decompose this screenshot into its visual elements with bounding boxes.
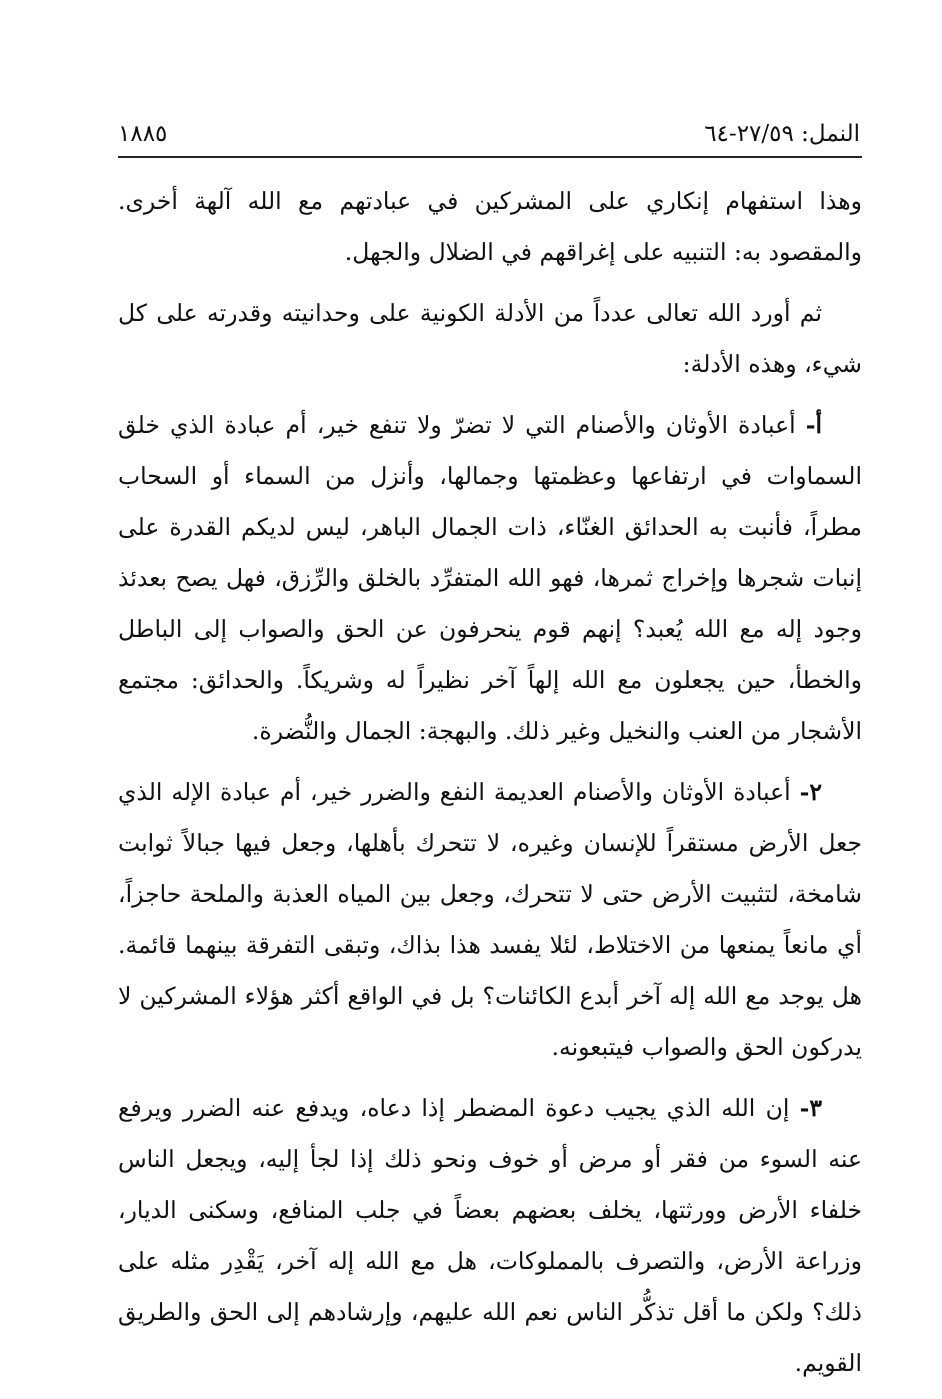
paragraph-text: أعبادة الأوثان والأصنام التي لا تضرّ ولا تنفع خير، أم عبادة الذي خلق السماوات في ارتفاعها وعظمتها وجمالها، وأنزل من السماء أو السحاب مطراً، فأنبت به الحدائق الغنّاء، ذات الجمال الباهر، ليس لديكم القدرة على إنبات شجرها وإخراج ثمرها، فهو الله المتفرِّد بالخلق والرِّزق، فهل يصح بعدئذ وجود إله مع الله يُعبد؟ إنهم قوم ينحرفون عن الحق والصواب إلى الباطل والخطأ، حين يجعلون مع الله إلهاً آخر نظيراً له وشريكاً. والحدائق: مجتمع الأشجار من العنب والنخيل وغير ذلك. والبهجة: الجمال والنُّضرة. [118, 411, 862, 745]
running-header [118, 116, 860, 152]
page-number: ١٨٨٥ [118, 121, 168, 147]
paragraph-evidence-1 [118, 400, 862, 757]
paragraph-text: أعبادة الأوثان والأصنام العديمة النفع والضرر خير، أم عبادة الإله الذي جعل الأرض مستقراً للإنسان وغيره، لا تتحرك بأهلها، وجعل فيها جبالاً ثوابت شامخة، لتثبيت الأرض حتى لا تتحرك، وجعل بين المياه العذبة والملحة حاجزاً، أي مانعاً يمنعها من الاختلاط، لئلا يفسد هذا بذاك، وتبقى التفرقة بينهما قائمة. هل يوجد مع الله إله آخر أبدع الكائنات؟ بل في الواقع أكثر هؤلاء المشركين لا يدركون الحق والصواب فيتبعونه. [118, 778, 862, 1061]
item-number: أ- [805, 411, 822, 439]
paragraph-intro [118, 176, 862, 278]
surah-reference: النمل: ٢٧/٥٩-٦٤ [704, 121, 860, 147]
body-text [118, 176, 862, 1399]
paragraph-evidence-3 [118, 1083, 862, 1389]
item-number: ٢- [799, 778, 822, 806]
header-rule [118, 156, 862, 158]
paragraph-text: وهذا استفهام إنكاري على المشركين في عبادتهم مع الله آلهة أخرى. والمقصود به: التنبيه على إغراقهم في الضلال والجهل. [118, 187, 862, 266]
paragraph-text: إن الله الذي يجيب دعوة المضطر إذا دعاه، ويدفع عنه الضرر ويرفع عنه السوء من فقر أو مرض أو خوف ونحو ذلك إذا لجأ إليه، ويجعل الناس خلفاء الأرض وورثتها، يخلف بعضهم بعضاً في جلب المنافع، وسكنى الديار، وزراعة الأرض، والتصرف بالمملوكات، هل مع الله إله آخر، يَقْدِر مثله على ذلك؟ ولكن ما أقل تذكُّر الناس نعم الله عليهم، وإرشادهم إلى الحق والطريق القويم. [118, 1094, 862, 1377]
paragraph-evidence-intro [118, 288, 862, 390]
item-number: ٣- [799, 1094, 822, 1122]
paragraph-evidence-2 [118, 767, 862, 1073]
paragraph-text: ثم أورد الله تعالى عدداً من الأدلة الكونية على وحدانيته وقدرته على كل شيء، وهذه الأدلة: [118, 299, 862, 378]
